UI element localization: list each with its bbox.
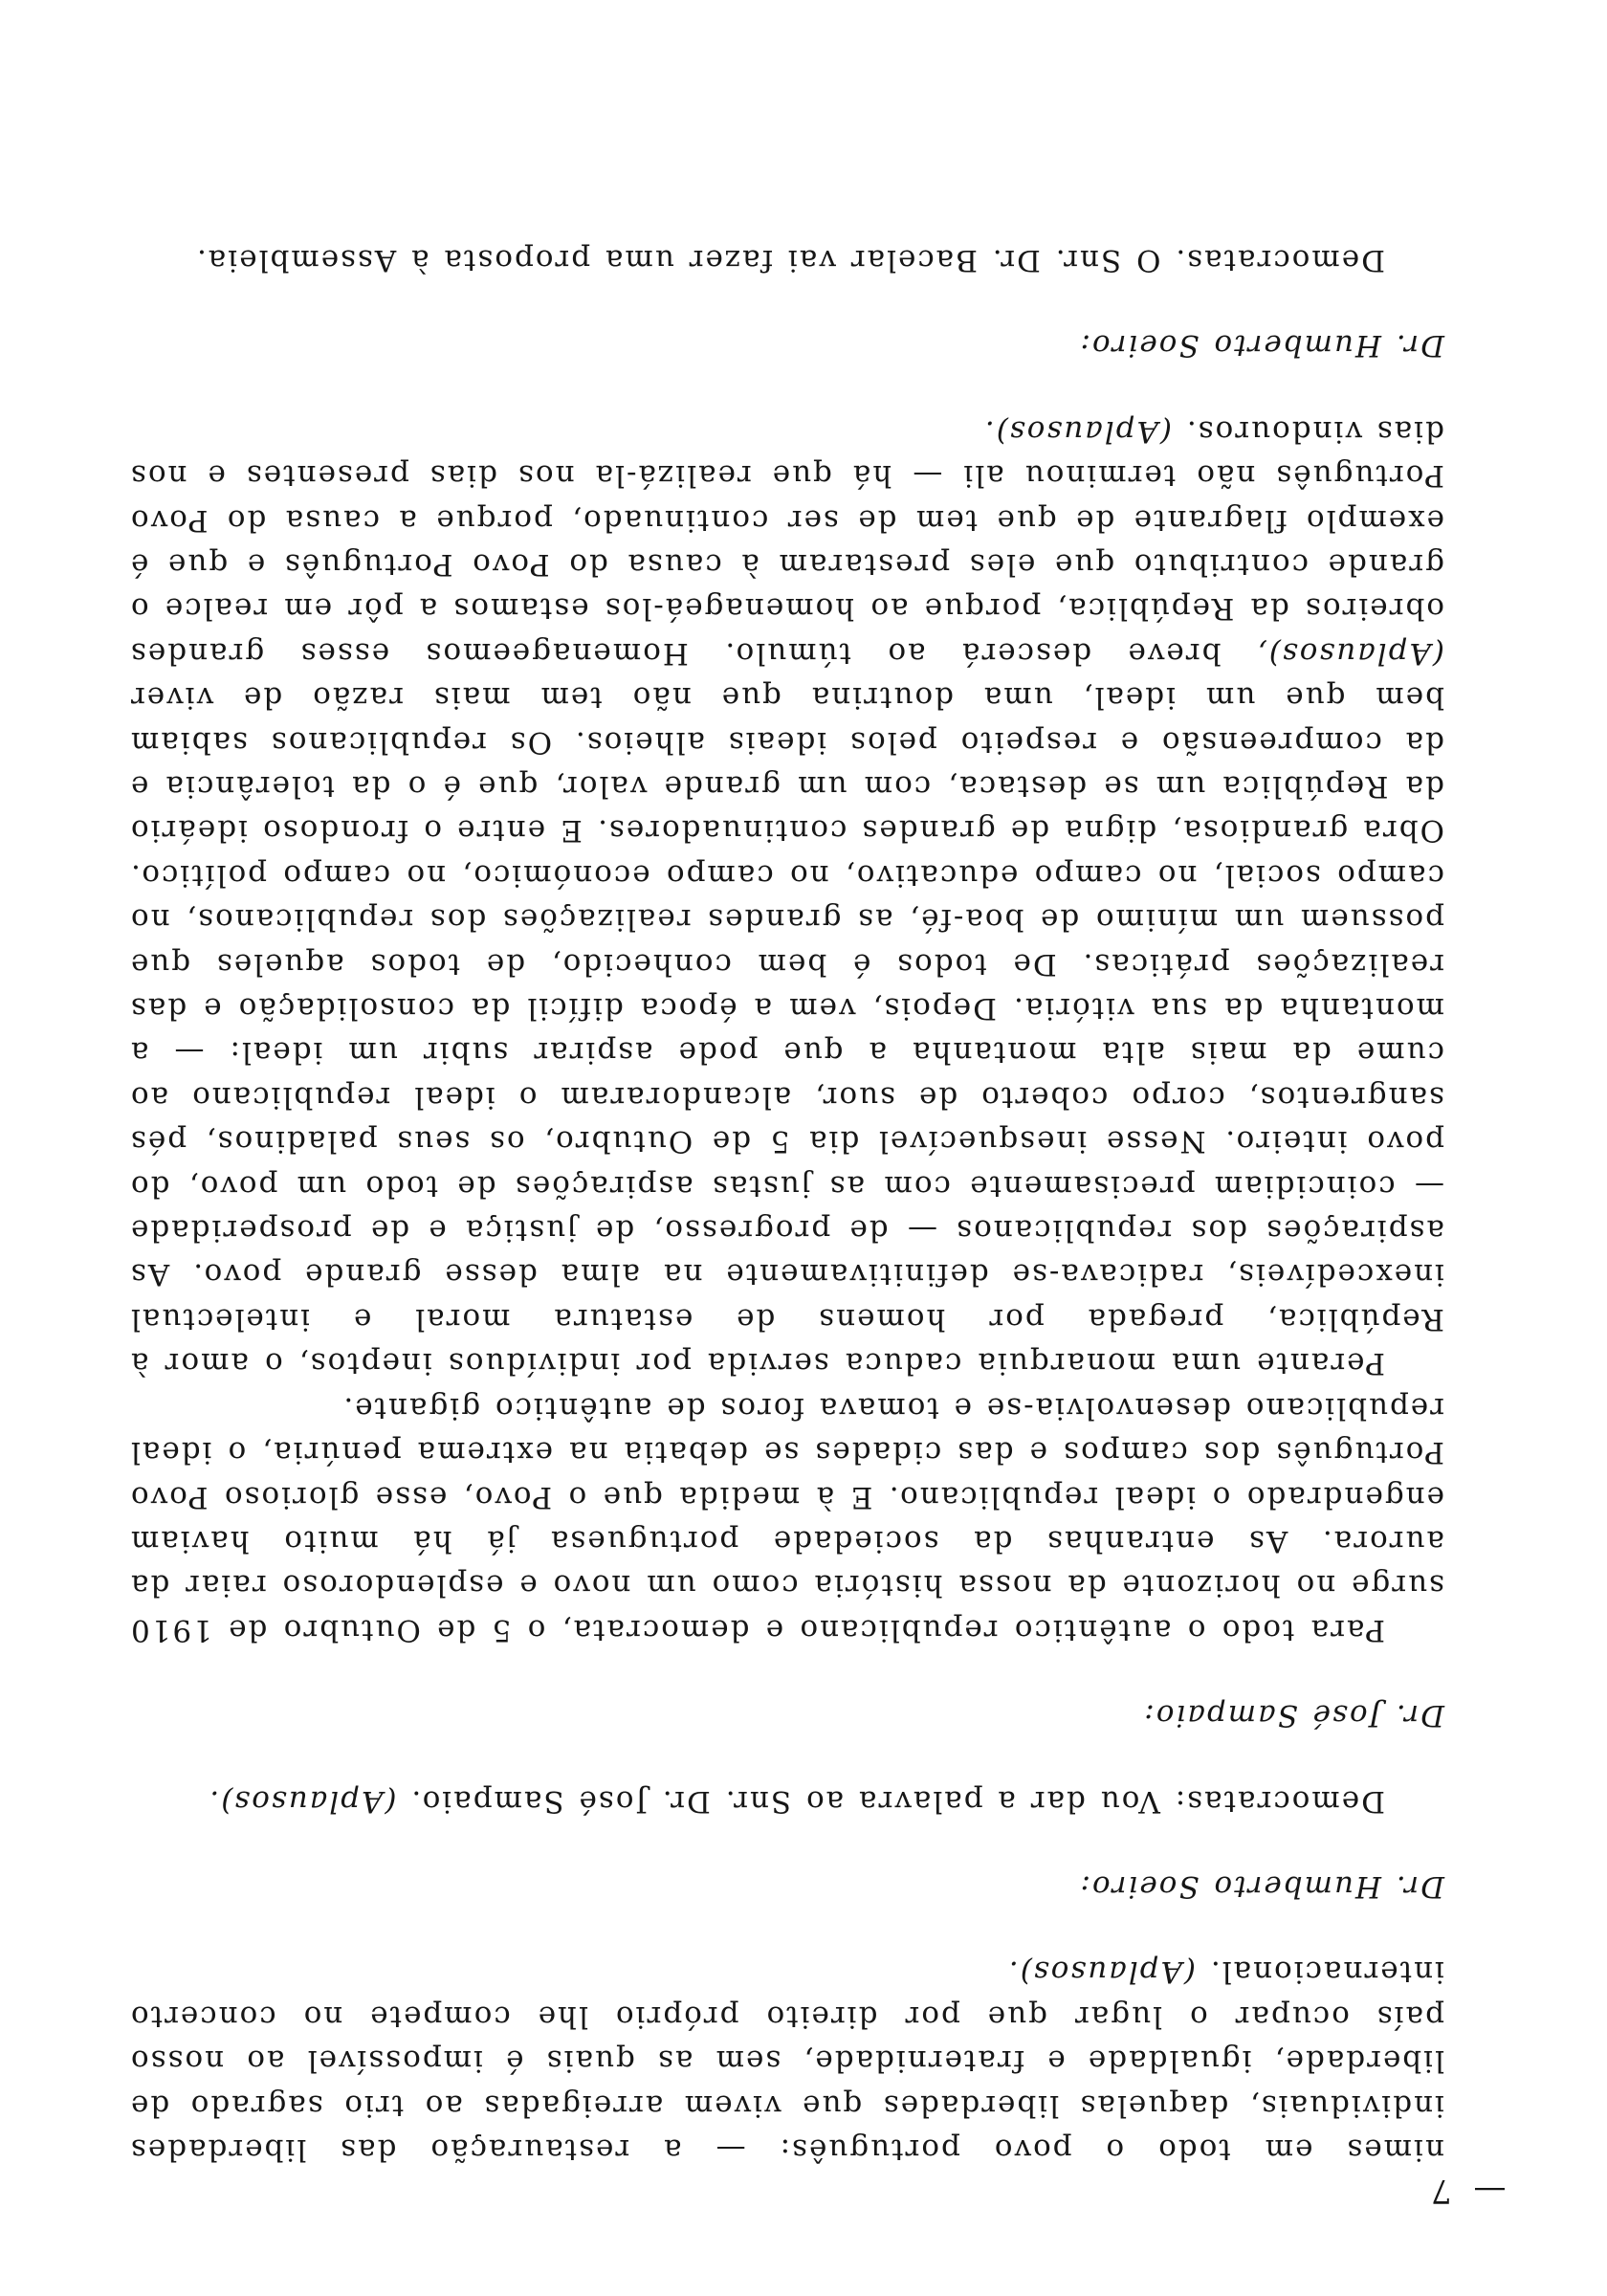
speaker-heading: Dr. José Sampaio: <box>1142 1698 1444 1733</box>
speaker-heading: Dr. Humberto Soeiro: <box>1078 1868 1444 1904</box>
applause-note: (Aplausos). <box>982 413 1173 449</box>
paragraph <box>129 408 1444 1385</box>
paragraph-text: Para todo o autêntico republicano e democrata, o 5 de Outubro de 1910 surge no horizonte da nossa história como um novo e esplendoroso raiar da aurora. As entranhas da sociedade portuguesa já há muito haviam engendrado o ideal republicano. E à medida que o Povo, esse glorioso Povo Português dos campos e das cidades se debatia na extrema penúria, o ideal republicano desenvolvia-se e tomava foros de autêntico gigante. <box>129 1390 1444 1647</box>
paragraph-text: Democratas. O Snr. Dr. Bacelar vai fazer uma proposta à Assembleia. <box>194 242 1385 277</box>
paragraph <box>129 238 1444 282</box>
applause-note: (Aplausos). <box>208 1783 397 1819</box>
applause-note: (Aplausos), <box>1255 635 1444 671</box>
paragraph-text: nimes em todo o povo português: — a restauração das liberdades individuais, daquelas liberdades que vivem arreigadas ao trio sagrado de liberdade, igualdade e fraternidade, sem as quais é impossível ao nosso país ocupar o lugar que por direito próprio lhe compete no concerto internacional. <box>129 1954 1444 2167</box>
paragraph <box>129 1950 1444 2172</box>
paragraph-text: Perante uma monarquia caduca servida por indivíduos ineptos, o amor à República, pregada por homens de estatura moral e intelectual inexcedíveis, radicava-se definitivamente na alma desse grande povo. As aspirações dos republicanos — de progresso, de justiça e de prosperidade — coincidiam precisamente com as justas aspirações de todo um povo, do povo inteiro. Nesse inesquecível dia 5 de Outubro, os seus paladinos, pés sangrentos, corpo coberto de suor, alcandoraram o ideal republicano ao cume da mais alta montanha a que pode aspirar subir um ideal: — a montanha da sua vitória. Depois, vem a época difícil da consolidação e das realizações práticas. De todos é bem conhecido, de todos aqueles que possuem um mínimo de boa-fé, as grandes realizações dos republicanos, no campo social, no campo educativo, no campo económico, no campo político. Obra grandiosa, digna de grandes continuadores. E entre o frondoso ideário da República um se destaca, com um grande valor, que é o da tolerância e da compreensão e respeito pelos ideais alheios. Os republicanos sabiam bem que um ideal, uma doutrina que não tem mais razão de viver <box>129 680 1444 1381</box>
document-body <box>129 238 1444 2172</box>
applause-note: (Aplausos). <box>1006 1954 1197 1990</box>
paragraph-text: breve descerá ao túmulo. Homenageemos esses grandes obreiros da República, porque ao homenageá-los estamos a pôr em realce o grande contributo que eles prestaram à causa do Povo Português e que é exemplo flagrante de que tem de ser continuado, porque a causa do Povo Português não terminou ali — há que realizá-la nos dias presentes e nos dias vindouros. <box>129 413 1444 671</box>
paragraph <box>129 1385 1444 1651</box>
speaker-heading: Dr. Humberto Soeiro: <box>1078 328 1444 364</box>
paragraph <box>129 1778 1444 1822</box>
paragraph-text: Democratas: Vou dar a palavra ao Snr. Dr. José Sampaio. <box>409 1783 1385 1819</box>
page-number: — 7 <box>1425 2172 1507 2210</box>
